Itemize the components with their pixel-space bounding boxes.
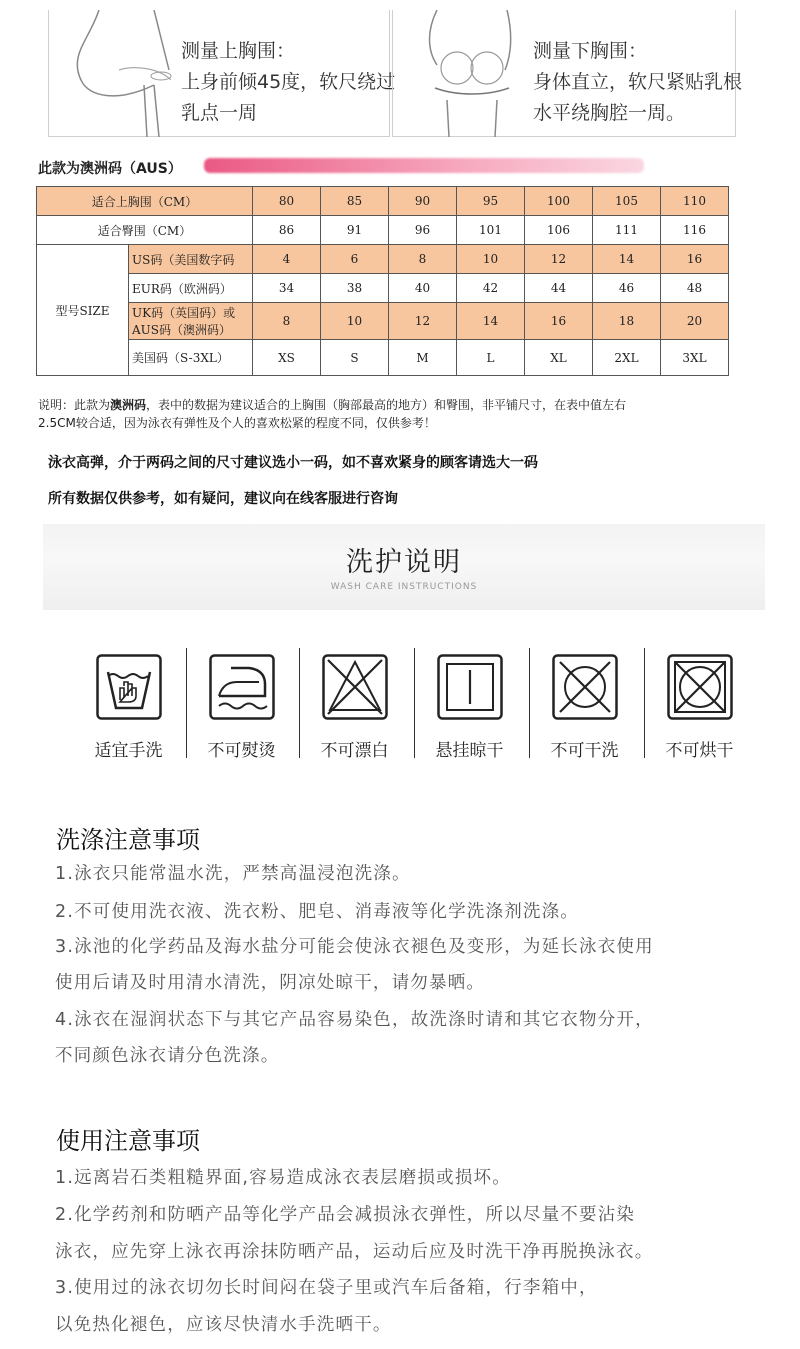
size-table-row-label: 美国码（S-3XL） — [129, 340, 253, 376]
size-cell: 38 — [321, 274, 389, 303]
size-tip-line1: 泳衣高弹，介于两码之间的尺寸建议选小一码，如不喜欢紧身的顾客请选大一码 — [48, 455, 538, 471]
usage-note-line: 2.化学药剂和防晒产品等化学产品会减损泳衣弹性，所以尽量不要沾染 — [55, 1205, 636, 1225]
size-table-row — [37, 274, 729, 303]
size-cell: 18 — [593, 303, 661, 340]
size-cell: 6 — [321, 245, 389, 274]
size-cell: 96 — [389, 216, 457, 245]
size-table-row-label: EUR码（欧洲码） — [129, 274, 253, 303]
size-cell: 8 — [253, 303, 321, 340]
no-iron-icon — [209, 654, 275, 720]
size-cell: 110 — [661, 187, 729, 216]
upper-bust-illustration — [59, 10, 179, 137]
note-rest: ，表中的数据为建议适合的上胸围（胸部最高的地方）和臀围，非平铺尺寸，在表中值左右 — [146, 398, 627, 412]
under-bust-panel — [392, 10, 743, 137]
upper-bust-line1: 上身前倾45度，软尺绕过 — [181, 71, 396, 93]
size-cell: 16 — [525, 303, 593, 340]
size-table-row — [37, 340, 729, 376]
care-item-no-dry-clean — [527, 652, 642, 762]
care-label-no-bleach: 不可漂白 — [320, 741, 389, 761]
no-tumble-dry-icon — [667, 654, 733, 720]
size-row-label-line: UK码（英国码）或 — [132, 306, 236, 320]
no-dry-clean-icon — [552, 654, 618, 720]
washing-note-line: 4.泳衣在湿润状态下与其它产品容易染色，故洗涤时请和其它衣物分开， — [55, 1010, 654, 1030]
usage-note-line: 泳衣，应先穿上泳衣再涂抹防晒产品，运动后应及时洗干净再脱换泳衣。 — [55, 1242, 654, 1262]
note-emphasis: 澳洲码 — [110, 398, 147, 412]
size-table-row-label — [129, 303, 253, 340]
size-table-row — [37, 245, 729, 274]
size-table-row — [37, 187, 729, 216]
washing-note-line: 使用后请及时用清水清洗，阴凉处晾干，请勿暴晒。 — [55, 973, 486, 993]
size-cell: 16 — [661, 245, 729, 274]
size-cell: 95 — [457, 187, 525, 216]
size-cell: 86 — [253, 216, 321, 245]
note-line2: 2.5CM较合适，因为泳衣有弹性及个人的喜欢松紧的程度不同，仅供参考！ — [38, 416, 436, 430]
size-table-row — [37, 303, 729, 340]
size-cell: 14 — [457, 303, 525, 340]
care-item-hang-dry — [412, 652, 527, 762]
usage-note-line: 3.使用过的泳衣切勿长时间闷在袋子里或汽车后备箱，行李箱中， — [55, 1278, 598, 1298]
size-table-row-label: US码（美国数字码 — [129, 245, 253, 274]
size-cell: 106 — [525, 216, 593, 245]
size-chart-title: 此款为澳洲码（AUS） — [38, 161, 182, 177]
size-cell: 12 — [525, 245, 593, 274]
size-cell: 46 — [593, 274, 661, 303]
redacted-text-mark — [204, 158, 644, 173]
size-cell: M — [389, 340, 457, 376]
size-cell: 85 — [321, 187, 389, 216]
size-table-row-label: 适合上胸围（CM） — [37, 187, 253, 216]
washing-note-line: 3.泳池的化学药品及海水盐分可能会使泳衣褪色及变形，为延长泳衣使用 — [55, 937, 654, 957]
size-cell: 80 — [253, 187, 321, 216]
size-cell: 12 — [389, 303, 457, 340]
size-cell: 4 — [253, 245, 321, 274]
upper-bust-title: 测量上胸围： — [181, 40, 296, 62]
size-tip-line2: 所有数据仅供参考，如有疑问，建议向在线客服进行咨询 — [48, 491, 398, 507]
size-cell: 3XL — [661, 340, 729, 376]
size-table-row — [37, 216, 729, 245]
size-cell: 42 — [457, 274, 525, 303]
size-group-label: 型号SIZE — [37, 245, 129, 376]
care-label-no-tumble-dry: 不可烘干 — [665, 741, 734, 761]
under-bust-title: 测量下胸围： — [533, 40, 648, 62]
size-cell: S — [321, 340, 389, 376]
care-item-no-tumble-dry — [642, 652, 757, 762]
hand-wash-icon — [96, 654, 162, 720]
care-label-hand-wash: 适宜手洗 — [94, 741, 163, 761]
size-cell: 40 — [389, 274, 457, 303]
size-row-label-line: AUS码（澳洲码） — [132, 323, 232, 337]
hang-dry-icon — [437, 654, 503, 720]
wash-care-subtitle: WASH CARE INSTRUCTIONS — [330, 582, 478, 592]
size-cell: XL — [525, 340, 593, 376]
size-table-row-label: 适合臀围（CM） — [37, 216, 253, 245]
upper-bust-text — [181, 36, 396, 129]
size-cell: 100 — [525, 187, 593, 216]
washing-notes-title: 洗涤注意事项 — [56, 826, 200, 854]
size-cell: 105 — [593, 187, 661, 216]
no-bleach-icon — [322, 654, 388, 720]
wash-care-title: 洗护说明 — [346, 547, 462, 578]
size-cell: 116 — [661, 216, 729, 245]
size-table — [36, 186, 729, 376]
usage-note-line: 1.远离岩石类粗糙界面,容易造成泳衣表层磨损或损坏。 — [55, 1168, 511, 1188]
measurement-guide — [48, 0, 743, 137]
size-cell: 2XL — [593, 340, 661, 376]
washing-note-line: 2.不可使用洗衣液、洗衣粉、肥皂、消毒液等化学洗涤剂洗涤。 — [55, 902, 579, 922]
upper-bust-panel — [48, 10, 396, 137]
care-item-hand-wash — [71, 652, 186, 762]
washing-note-line: 不同颜色泳衣请分色洗涤。 — [55, 1046, 280, 1066]
care-label-no-iron: 不可熨烫 — [207, 741, 276, 761]
size-cell: 8 — [389, 245, 457, 274]
care-item-no-bleach — [297, 652, 412, 762]
under-bust-illustration — [407, 10, 527, 137]
size-cell: 48 — [661, 274, 729, 303]
under-bust-text — [533, 36, 743, 129]
care-label-hang-dry: 悬挂晾干 — [435, 741, 504, 761]
size-cell: 101 — [457, 216, 525, 245]
size-cell: 90 — [389, 187, 457, 216]
size-cell: 111 — [593, 216, 661, 245]
size-cell: 20 — [661, 303, 729, 340]
size-chart — [34, 146, 744, 436]
size-chart-note — [38, 396, 742, 432]
size-cell: 10 — [321, 303, 389, 340]
under-bust-line1: 身体直立，软尺紧贴乳根 — [533, 71, 743, 93]
upper-bust-line2: 乳点一周 — [181, 102, 258, 124]
care-label-no-dry-clean: 不可干洗 — [550, 741, 619, 761]
care-item-no-iron — [184, 652, 299, 762]
size-cell: 14 — [593, 245, 661, 274]
under-bust-line2: 水平绕胸腔一周。 — [533, 102, 686, 124]
size-cell: 44 — [525, 274, 593, 303]
size-cell: 91 — [321, 216, 389, 245]
size-cell: 34 — [253, 274, 321, 303]
size-cell: L — [457, 340, 525, 376]
size-cell: 10 — [457, 245, 525, 274]
usage-note-line: 以免热化褪色，应该尽快清水手洗晒干。 — [55, 1315, 392, 1335]
wash-care-header — [43, 524, 765, 610]
size-cell: XS — [253, 340, 321, 376]
usage-notes-title: 使用注意事项 — [56, 1127, 200, 1155]
washing-note-line: 1.泳衣只能常温水洗，严禁高温浸泡洗涤。 — [55, 864, 411, 884]
note-prefix: 说明：此款为 — [38, 398, 111, 412]
